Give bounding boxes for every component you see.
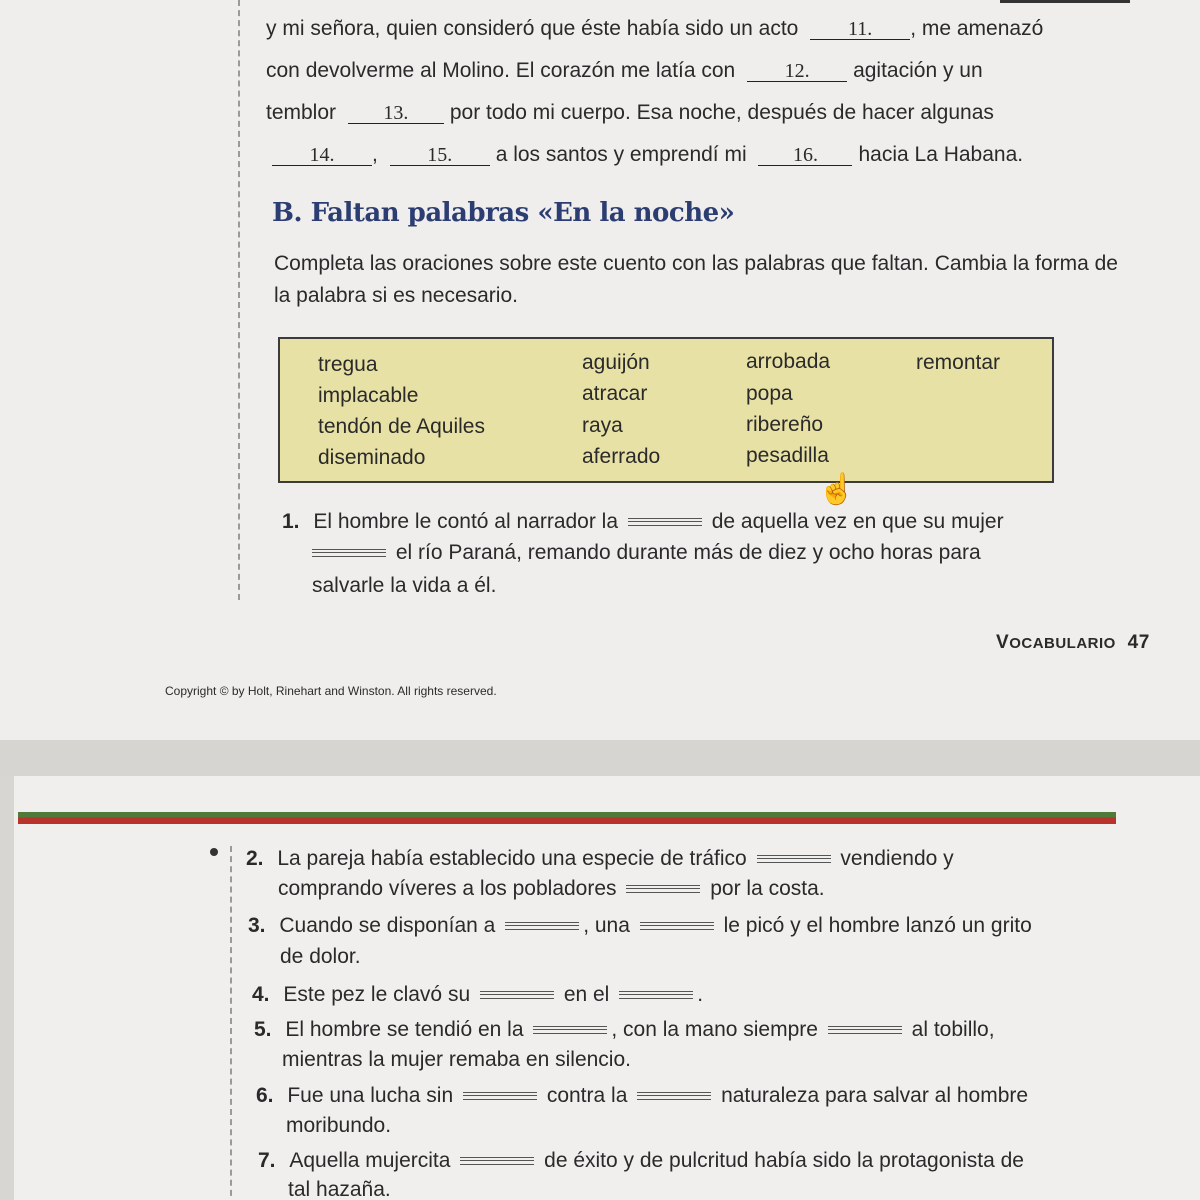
item-text: La pareja había establecido una especie de tráfico [277,847,747,870]
word-item: aguijón [582,351,650,374]
item-7-line-2: tal hazaña. [288,1178,391,1200]
passage-text: hacia La Habana. [858,143,1024,166]
word-item: ribereño [746,413,824,436]
blank-13[interactable]: 13. [348,103,444,124]
bullet-dot [210,848,218,856]
item-3-line-2: de dolor. [280,945,361,968]
item-4-line-1 [252,982,703,1008]
item-text: Cuando se disponían a [279,914,496,937]
item-2-line-1 [246,846,954,872]
item-3-line-1 [248,913,1032,939]
item-number: 4. [252,983,270,1006]
item-number: 6. [256,1084,274,1107]
item-text: , una [583,914,630,937]
answer-blank[interactable] [637,1092,711,1100]
item-text: El hombre se tendió en la [285,1018,524,1041]
item-1-line-2 [312,540,981,566]
item-text: el río Paraná, remando durante más de diez y ocho horas para [395,541,981,564]
blank-16[interactable]: 16. [758,145,852,166]
item-text: por la costa. [710,877,825,900]
comma: , [372,143,378,166]
word-item: atracar [582,382,648,405]
blank-15[interactable]: 15. [390,145,490,166]
word-item: arrobada [746,350,831,373]
passage-text: , me amenazó [910,17,1044,40]
item-6-line-2: moribundo. [286,1114,392,1137]
passage-text: y mi señora, quien consideró que éste había sido un acto [266,17,799,40]
passage-text: temblor [266,101,337,124]
item-text: . [697,983,704,1006]
answer-blank[interactable] [619,991,693,999]
word-item: implacable [318,384,419,407]
word-item: diseminado [318,446,426,469]
item-text: de éxito y de pulcritud había sido la protagonista de [544,1149,1024,1172]
worksheet-page-bottom [14,776,1200,1200]
item-text: El hombre le contó al narrador la [313,510,619,533]
item-text: vendiendo y [840,847,954,870]
word-item: pesadilla [746,444,829,467]
item-text: naturaleza para salvar al hombre [721,1084,1029,1107]
answer-blank[interactable] [460,1157,534,1165]
answer-blank[interactable] [628,518,702,526]
item-number: 7. [258,1149,276,1172]
item-text: al tobillo, [911,1018,995,1041]
page-footer [996,632,1150,654]
passage-text: agitación y un [853,59,983,82]
section-instructions: Completa las oraciones sobre este cuento con las palabras que faltan. Cambia la forma de la palabra si es necesario. [274,252,1118,307]
passage-line-3 [266,100,994,126]
answer-blank[interactable] [480,991,554,999]
item-7-line-1 [258,1148,1024,1174]
item-1-line-3: salvarle la vida a él. [312,574,497,597]
answer-blank[interactable] [312,549,386,557]
section-heading: B. Faltan palabras «En la noche» [272,198,735,228]
item-text: contra la [546,1084,628,1107]
answer-blank[interactable] [828,1026,902,1034]
item-number: 1. [282,510,300,533]
item-text: en el [563,983,610,1006]
page-gap [0,740,1200,776]
item-text: le picó y el hombre lanzó un grito [723,914,1032,937]
item-text: Aquella mujercita [289,1149,451,1172]
word-item: tendón de Aquiles [318,415,485,438]
word-bank [278,337,1054,483]
item-2-line-2 [278,876,825,902]
item-text: , con la mano siempre [611,1018,818,1041]
item-5-line-1 [254,1017,995,1043]
item-text: Este pez le clavó su [283,983,471,1006]
passage-text: con devolverme al Molino. El corazón me latía con [266,59,736,82]
item-text: comprando víveres a los pobladores [278,877,617,900]
item-text: de aquella vez en que su mujer [711,510,1004,533]
page-number: 47 [1127,632,1150,653]
passage-text: a los santos y emprendí mi [495,143,747,166]
passage-line-1 [266,16,1043,42]
header-stripe [18,812,1116,824]
item-number: 2. [246,847,264,870]
answer-blank[interactable] [533,1026,607,1034]
item-6-line-1 [256,1083,1028,1109]
top-rule [1000,0,1130,3]
answer-blank[interactable] [640,922,714,930]
answer-blank[interactable] [505,922,579,930]
item-text: Fue una lucha sin [287,1084,454,1107]
word-item: tregua [318,353,378,376]
blank-14[interactable]: 14. [272,145,372,166]
passage-line-2 [266,58,983,84]
blank-12[interactable]: 12. [747,61,847,82]
item-number: 5. [254,1018,272,1041]
blank-11[interactable]: 11. [810,19,910,40]
passage-text: por todo mi cuerpo. Esa noche, después de hacer algunas [449,101,994,124]
cut-line [230,846,232,1200]
word-item: raya [582,414,623,437]
answer-blank[interactable] [463,1092,537,1100]
word-item: popa [746,382,793,405]
footer-label: OCABULARIO [1009,635,1116,652]
answer-blank[interactable] [757,855,831,863]
copyright: Copyright © by Holt, Rinehart and Winston. All rights reserved. [165,684,497,698]
word-item: aferrado [582,445,661,468]
footer-label: V [996,632,1010,653]
passage-line-4 [272,142,1023,168]
item-1-line-1 [282,509,1004,535]
hand-pointer-icon: ☝ [818,473,856,506]
answer-blank[interactable] [626,885,700,893]
item-number: 3. [248,914,266,937]
item-5-line-2: mientras la mujer remaba en silencio. [282,1048,631,1071]
word-item: remontar [916,351,1001,374]
cut-line [238,0,240,600]
